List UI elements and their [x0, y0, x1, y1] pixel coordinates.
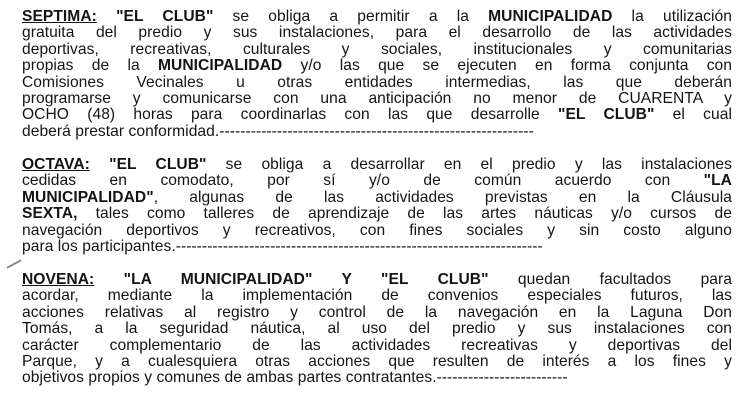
clause-line — [22, 157, 732, 173]
clause-line — [22, 370, 732, 386]
bold-text: MUNICIPALIDAD — [157, 58, 283, 75]
bold-text: "LA MUNICIPALIDAD" Y "EL CLUB" — [123, 272, 489, 288]
clause-octava — [22, 157, 732, 255]
clause-line — [22, 206, 732, 222]
text-segment: navegación deportivos y recreativos, con fines sociales y sin costo alguno — [22, 222, 732, 239]
clause-line — [22, 107, 732, 123]
clause-line — [22, 25, 732, 41]
clause-line — [22, 75, 732, 91]
clause-heading: NOVENA: — [22, 272, 95, 288]
text-segment: tales como talleres de aprendizaje de las artes náuticas y/o cursos de — [77, 206, 732, 223]
clause-line — [22, 173, 732, 189]
text-segment: programarse y comunicarse con una anticipación no menor de CUARENTA y — [22, 91, 732, 108]
clause-heading: SÉPTIMA: — [22, 9, 97, 25]
text-segment: y/o las que se ejecuten en forma conjunta con — [282, 58, 732, 75]
clause-line — [22, 9, 732, 25]
clause-line — [22, 223, 732, 239]
clause-line — [22, 272, 732, 288]
text-segment: se obliga a desarrollar en el predio y las instalaciones — [206, 157, 732, 173]
clause-line — [22, 58, 732, 74]
text-segment: gratuita del predio y sus instalaciones, para el desarrollo de las actividades — [22, 25, 732, 42]
clause-novena — [22, 272, 732, 387]
bold-text: SEXTA, — [22, 206, 78, 223]
text-segment: quedan facultados para — [488, 272, 732, 288]
clause-line — [22, 305, 732, 321]
clause-line — [22, 354, 732, 370]
clause-septima — [22, 9, 732, 140]
bold-text: MUNICIPALIDAD — [488, 9, 613, 25]
bold-text: "EL CLUB" — [109, 157, 207, 173]
clause-line — [22, 288, 732, 304]
bold-text: "EL CLUB" — [116, 9, 214, 25]
text-segment: acordar, mediante la implementación de convenios especiales futuros, las — [22, 288, 732, 305]
clause-line — [22, 42, 732, 58]
text-segment: deportivas, recreativas, culturales y sociales, institucionales y comunitarias — [22, 41, 732, 58]
text-segment: carácter complementario de las actividades recreativas y deportivas del — [22, 337, 732, 354]
text-segment: acciones relativas al registro y control de la navegación en la Laguna Don — [22, 304, 732, 321]
text-segment: deberá prestar conformidad.------------------------------------------------------------ — [22, 123, 534, 140]
text-segment: el cual — [654, 107, 732, 124]
text-segment: Comisiones Vecinales u otras entidades intermedias, las que deberán — [22, 74, 732, 91]
text-segment: propias de la — [22, 58, 158, 75]
bold-text: "EL CLUB" — [558, 107, 655, 124]
text-segment: Tomás, a la seguridad náutica, al uso del predio y sus instalaciones con — [22, 321, 732, 338]
text-segment: OCHO (48) horas para coordinarlas con las que desarrolle — [22, 107, 559, 124]
clause-line — [22, 124, 732, 140]
clause-line — [22, 239, 732, 255]
text-segment: Parque, y a cualesquiera otras acciones que resulten de interés a los fines y — [22, 354, 732, 371]
bold-text: MUNICIPALIDAD" — [22, 189, 154, 206]
text-segment: cedidas en comodato, por sí y/o de común acuerdo con — [22, 173, 704, 190]
text-segment: se obliga a permitir a la — [213, 9, 489, 25]
text-segment: , algunas de las actividades previstas en la Cláusula — [153, 189, 732, 206]
bold-text: "LA — [703, 173, 732, 190]
pen-mark — [6, 259, 21, 268]
clause-line — [22, 321, 732, 337]
text-segment: la utilización — [612, 9, 732, 25]
clause-line — [22, 190, 732, 206]
clause-heading: OCTAVA: — [22, 157, 90, 173]
text-segment: para los participantes.---------------------------------------------------------------------- — [22, 239, 543, 256]
clause-line — [22, 91, 732, 107]
clause-line — [22, 338, 732, 354]
text-segment: objetivos propios y comunes de ambas partes contratantes.------------------------- — [22, 370, 568, 387]
